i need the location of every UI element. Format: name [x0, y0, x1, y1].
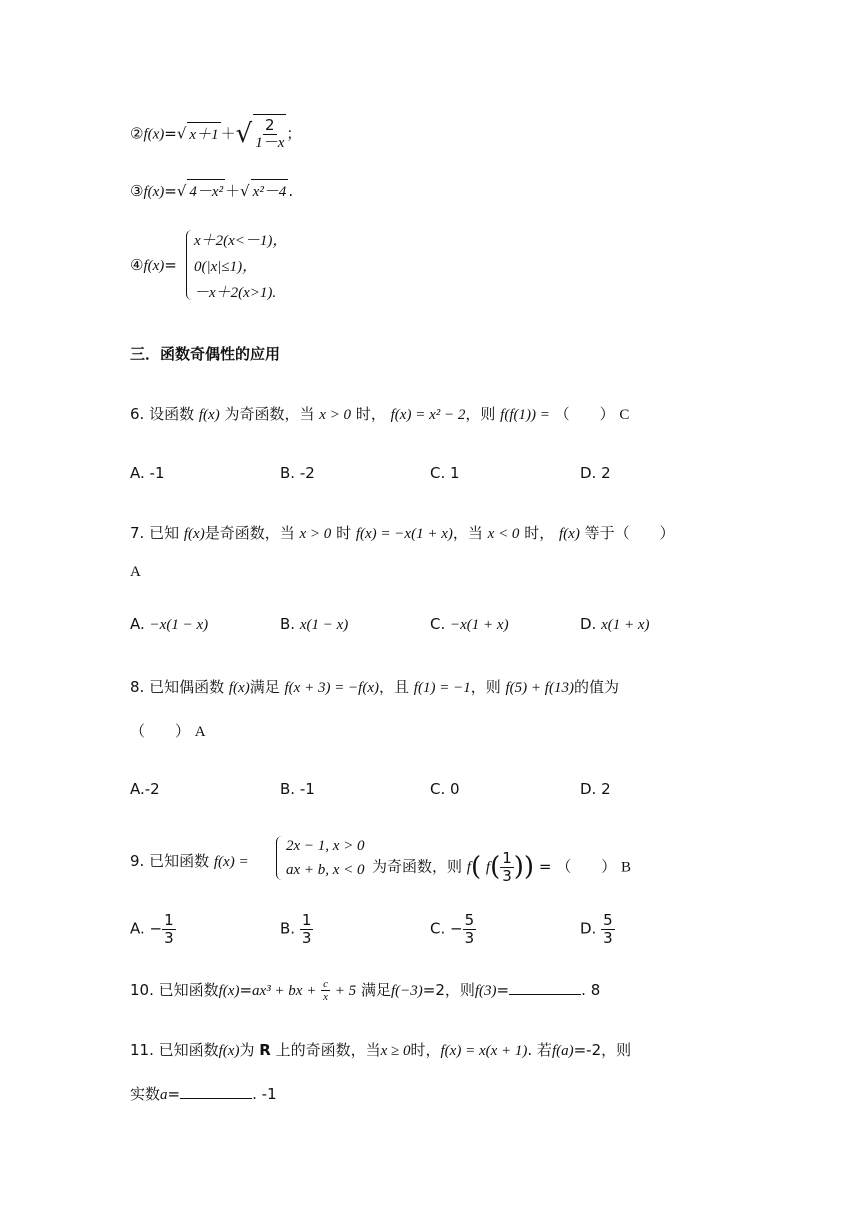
question-6: 6. 设函数 f(x) 为奇函数，当 x > 0 时， f(x) = x² − 2，则 f(f(1)) = （ ） C: [130, 405, 630, 423]
answer: A: [194, 724, 206, 740]
item-3: ③f(x)=√ 4－x² ＋√ x²－4 .: [130, 179, 293, 201]
option-c: C. 0: [430, 780, 460, 798]
answer: -1: [261, 1085, 277, 1103]
option-b: B. -2: [280, 464, 315, 482]
option-d: D. 2: [580, 464, 611, 482]
answer: B: [621, 859, 632, 876]
option-d: D. 2: [580, 780, 611, 798]
option-d: D. x(1 + x): [580, 615, 650, 633]
option-b: B. x(1 − x): [280, 615, 349, 633]
question-8: 8. 已知偶函数 f(x)满足 f(x + 3) = −f(x)，且 f(1) = −1，则 f(5) + f(13)的值为: [130, 678, 619, 696]
question-10: 10. 已知函数f(x)=ax³ + bx + $\frac{c}{x}$ + 5 满足f(−3)=2，则f(3)= . 8: [130, 978, 601, 1004]
option-d: D. $\frac{5}{3}$: [580, 911, 613, 947]
answer-blank: [180, 1084, 252, 1099]
case-2: 0(|x|≤1)，: [194, 259, 258, 275]
case-1: x＋2(x<－1)，: [194, 233, 288, 249]
answer-blank: [509, 980, 581, 995]
question-11-cont: 实数a= . -1: [130, 1085, 277, 1103]
case-3: －x＋2(x>1).: [194, 285, 277, 301]
option-a: A. −x(1 − x): [130, 615, 209, 633]
item-label: ④: [130, 256, 144, 274]
item-label: ③: [130, 182, 144, 200]
question-8-cont: （ ） A: [130, 724, 206, 740]
option-a: A.-2: [130, 780, 160, 798]
option-a: A. − $\frac{1}{3}$: [130, 911, 174, 947]
item-2: ②f(x)=√ x＋1 ＋√ $\frac{2}{1-x}$ ；: [130, 116, 302, 151]
option-b: B. -1: [280, 780, 315, 798]
question-11: 11. 已知函数f(x)为 R 上的奇函数，当x ≥ 0时，f(x) = x(x + 1). 若f(a)=-2，则: [130, 1041, 632, 1059]
answer: C: [619, 407, 630, 423]
section-title: 三．函数奇偶性的应用: [130, 345, 281, 363]
option-c: C. − $\frac{5}{3}$: [430, 911, 475, 947]
option-a: A. -1: [130, 464, 165, 482]
option-c: C. 1: [430, 464, 460, 482]
question-7: 7. 已知 f(x)是奇函数，当 x > 0 时 f(x) = −x(1 + x)，当 x < 0 时， f(x) 等于（ ）: [130, 524, 675, 542]
option-b: B. $\frac{1}{3}$: [280, 911, 312, 947]
answer: A: [130, 564, 141, 580]
case-1: 2x − 1, x > 0: [286, 838, 365, 854]
item-label: ②: [130, 124, 144, 143]
option-c: C. −x(1 + x): [430, 615, 509, 633]
answer: 8: [590, 981, 601, 1000]
piecewise-brace: [276, 836, 283, 880]
case-2: ax + b, x < 0: [286, 862, 365, 878]
